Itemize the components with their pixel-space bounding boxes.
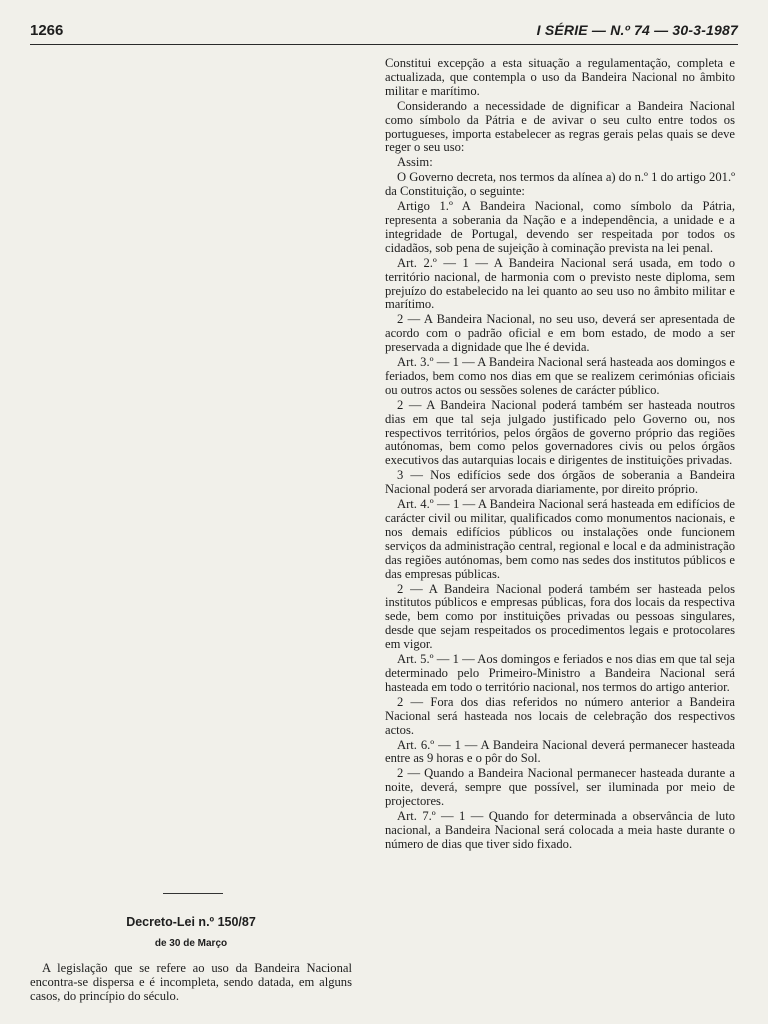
paragraph: 2 — Fora dos dias referidos no número anterior a Bandeira Nacional será hasteada nos locais de celebração dos respectivos actos. — [385, 694, 735, 737]
article-5: Art. 5.º — 1 — Aos domingos e feriados e nos dias em que tal seja determinado pelo Primeiro-Ministro a Bandeira Nacional será hasteada em todo o território nacional, nos termos do artigo anterior. — [385, 652, 735, 694]
article-7: Art. 7.º — 1 — Quando for determinada a observância de luto nacional, a Bandeira Nacional será colocada a meia haste durante o número de dias que tiver sido fixado. — [385, 809, 735, 851]
paragraph: 2 — A Bandeira Nacional poderá também ser hasteada pelos institutos públicos e empresas públicas, fora dos locais da respectiva sede, bem como por instituições privadas ou pessoas singulares, desde que sejam respeitados os procedimentos legais e protocolares em vigor. — [385, 581, 735, 652]
page-header — [30, 22, 738, 46]
article-4: Art. 4.º — 1 — A Bandeira Nacional será hasteada em edifícios de carácter civil ou militar, qualificados como monumentos nacionais, e nos demais edifícios públicos ou instalações onde funcionem serviços da administração central, regional e local e da administração das regiões autónomas, bem como nas sedes dos institutos públicos e das empresas públicas. — [385, 497, 735, 581]
paragraph: O Governo decreta, nos termos da alínea a) do n.º 1 do artigo 201.º da Constituição, o seguinte: — [385, 170, 735, 199]
decree-preamble: A legislação que se refere ao uso da Bandeira Nacional encontra-se dispersa e é incompleta, sendo datada, em alguns casos, do princípio do século. — [30, 961, 352, 1003]
paragraph: 2 — A Bandeira Nacional poderá também ser hasteada noutros dias em que tal seja julgado justificado pelo Governo ou, nos respectivos territórios, pelos órgãos de governo próprio das regiões autónomas, bem como pelos governadores civis ou pelos órgãos executivos das autarquias locais e dirigentes de instituições privadas. — [385, 397, 735, 468]
paragraph: Constitui excepção a esta situação a regulamentação, completa e actualizada, que contempla o uso da Bandeira Nacional no âmbito militar e marítimo. — [385, 56, 735, 98]
paragraph: 2 — A Bandeira Nacional, no seu uso, deverá ser apresentada de acordo com o padrão oficial e em bom estado, de modo a ser preservada a dignidade que lhe é devida. — [385, 312, 735, 355]
gazette-series: I SÉRIE — N.º 74 — 30-3-1987 — [536, 22, 738, 38]
section-divider — [163, 893, 223, 894]
paragraph: 3 — Nos edifícios sede dos órgãos de soberania a Bandeira Nacional poderá ser arvorada diariamente, por direito próprio. — [385, 468, 735, 497]
left-column — [30, 961, 352, 1003]
article-6: Art. 6.º — 1 — A Bandeira Nacional deverá permanecer hasteada entre as 9 horas e o pôr do Sol. — [385, 737, 735, 766]
paragraph: Assim: — [397, 155, 433, 170]
article-1: Artigo 1.º A Bandeira Nacional, como símbolo da Pátria, representa a soberania da Nação e a independência, a unidade e a integridade de Portugal, devendo ser respeitada por todos os cidadãos, sob pena de sujeição à cominação prevista na lei penal. — [385, 199, 735, 255]
article-2: Art. 2.º — 1 — A Bandeira Nacional será usada, em todo o território nacional, de harmonia com o previsto neste diploma, sem prejuízo do estabelecido na lei quanto ao seu uso no âmbito militar e marítimo. — [385, 255, 735, 312]
paragraph: 2 — Quando a Bandeira Nacional permanecer hasteada durante a noite, deverá, sempre que possível, ser iluminada por meio de projectores. — [385, 766, 735, 809]
article-3: Art. 3.º — 1 — A Bandeira Nacional será hasteada aos domingos e feriados, bem como nos dias em que se realizem cerimónias oficiais ou outros actos ou sessões solenes de carácter público. — [385, 355, 735, 397]
paragraph: Considerando a necessidade de dignificar a Bandeira Nacional como símbolo da Pátria e de avivar o seu culto entre todos os portugueses, importa estabelecer as regras gerais pelas quais se deve reger o seu uso: — [385, 98, 735, 155]
header-rule — [30, 44, 738, 45]
decree-date: de 30 de Março — [154, 938, 228, 949]
right-column — [385, 57, 735, 853]
decree-title: Decreto-Lei n.º 150/87 — [126, 915, 256, 929]
page-number: 1266 — [30, 22, 64, 39]
